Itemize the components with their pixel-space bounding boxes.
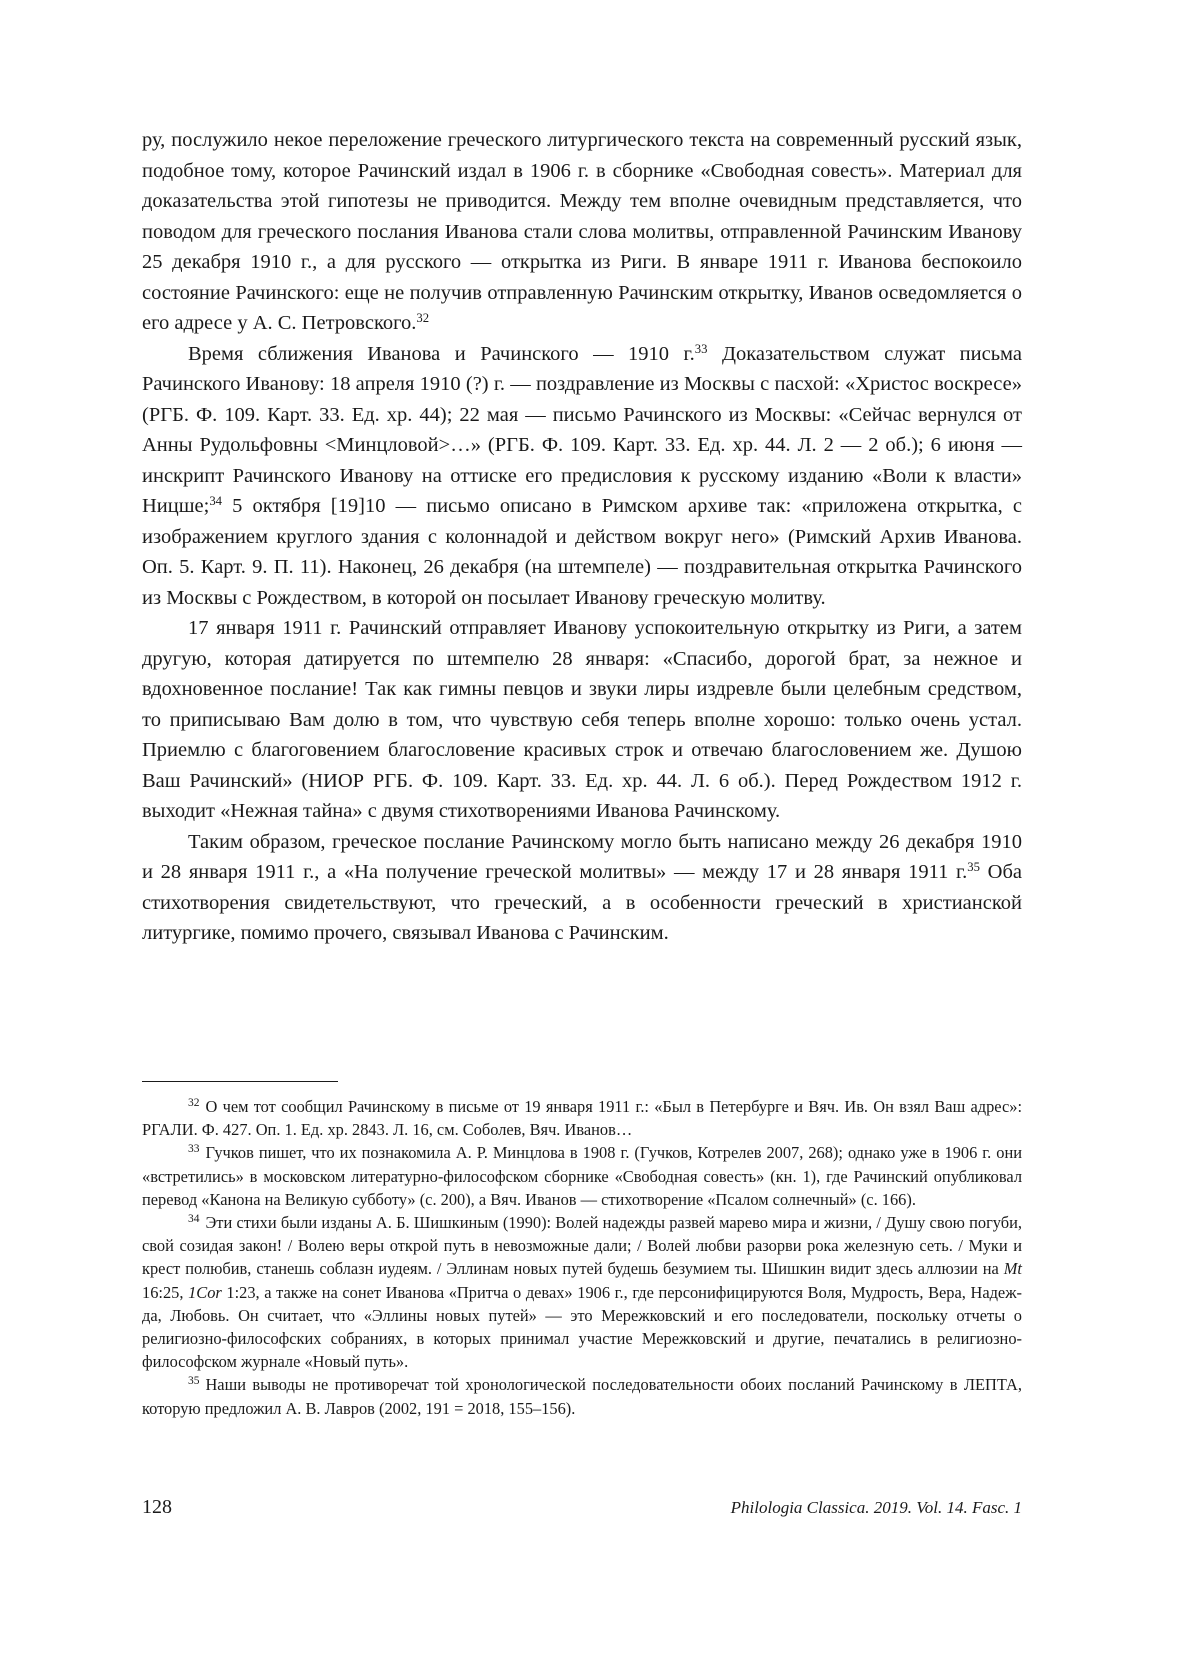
paragraph-3 — [142, 613, 1022, 827]
journal-citation: Philologia Classica. 2019. Vol. 14. Fasc. 1 — [730, 1498, 1022, 1517]
footnote-33 — [142, 1141, 1022, 1211]
footnote-text: Гучков пишет, что их познакомила А. Р. Минцлова в 1908 г. (Гучков, Котрелев 2007, 268); однако уже в 1906 г. они «встретились» в московском литературно-философском сборнике «Свободная совесть» (кн. 1), где Рачинский опубликовал перевод «Канона на Великую субботу» (с. 200), а Вяч. Иванов — стихотворение «Псалом солнечный» (с. 166). — [142, 1143, 1022, 1209]
page-footer — [142, 1496, 1022, 1519]
paragraph-text: 5 октября [19]10 — письмо описано в Римском архиве так: «приложена открытка, с изображением круглого здания с колоннадой и действом вокруг него» (Римский Архив Иванова. Оп. 5. Карт. 9. П. 11). Наконец, 26 декабря (на штемпеле) — поздравительная открытка Рачинского из Москвы с Рождеством, в которой он посылает Иванову греческую молитву. — [142, 495, 1022, 609]
footnote-ref[interactable]: 32 — [416, 311, 430, 326]
footnote-35 — [142, 1373, 1022, 1419]
paragraph-4 — [142, 827, 1022, 949]
footnote-32 — [142, 1095, 1022, 1141]
paragraph-1 — [142, 125, 1022, 339]
citation-italic: 1Cor — [188, 1282, 222, 1302]
paragraph-text: Таким образом, греческое послание Рачинскому могло быть написано между 26 декабря 1910 и 28 января 1911 г., а «На получение греческой молитвы» — между 17 и 28 января 1911 г. — [142, 830, 1022, 883]
main-text — [142, 125, 1022, 949]
paragraph-2 — [142, 339, 1022, 614]
paragraph-text: Время сближения Иванова и Рачинского — 1910 г. — [188, 342, 695, 365]
paragraph-text: 17 января 1911 г. Рачинский отправляет Иванову успокоительную открытку из Риги, а затем другую, которая датируется по штемпелю 28 января: «Спасибо, дорогой брат, за нежное и вдохновенное послание! Так как гимны певцов и звуки лиры издревле были целебным средством, то приписываю Вам долю в том, что чувствую себя теперь вполне хорошо: только очень устал. Приемлю с благоговением благословение красивых строк и отвечаю благословением же. Душою Ваш Рачинский» (НИОР РГБ. Ф. 109. Карт. 33. Ед. хр. 44. Л. 6 об.). Перед Рождеством 1912 г. выходит «Нежная тайна» с двумя стихотворениями Иванова Рачинскому. — [142, 617, 1022, 822]
footnote-34 — [142, 1211, 1022, 1373]
paragraph-text: Оба стихотворения свидетельствуют, что греческий, а в особенности греческий в христианской литургике, помимо прочего, связывал Иванова с Рачинским. — [142, 861, 1022, 944]
paragraph-text: ру, послужило некое переложение греческого литургического текста на современный русский язык, подобное тому, которое Рачинский издал в 1906 г. в сборнике «Свободная совесть». Материал для доказательства этой гипотезы не приводится. Между тем вполне очевидным представляется, что поводом для греческого послания Иванова стали слова молитвы, отправленной Рачинским Иванову 25 декабря 1910 г., а для русского — открытка из Риги. В январе 1911 г. Иванова беспокоило состояние Рачинского: еще не получив отправленную Рачинским открытку, Иванов осведомляется о его адресе у А. С. Петровского. — [142, 129, 1022, 334]
footnote-number: 35 — [188, 1375, 200, 1388]
footnote-text: О чем тот сообщил Рачинскому в письме от 19 января 1911 г.: «Был в Петербурге и Вяч. Ив. Он взял Ваш адрес»: РГАЛИ. Ф. 427. Оп. 1. Ед. хр. 2843. Л. 16, см. Соболев, Вяч. Иванов… — [142, 1097, 1022, 1140]
footnote-number: 33 — [188, 1143, 200, 1156]
paragraph-text: Доказательством служат письма Рачинского Иванову: 18 апреля 1910 (?) г. — поздравление из Москвы с пасхой: «Христос воскресе» (РГБ. Ф. 109. Карт. 33. Ед. хр. 44); 22 мая — письмо Рачинского из Москвы: «Сейчас вернулся от Анны Рудольфовны <Минцловой>…» (РГБ. Ф. 109. Карт. 33. Ед. хр. 44. Л. 2 — 2 об.); 6 июня — инскрипт Рачинского Иванову на оттиске его предисловия к русскому изданию «Воли к власти» Ницше; — [142, 342, 1022, 517]
footnote-text: 16:25, — [142, 1282, 189, 1302]
footnote-ref[interactable]: 33 — [694, 341, 708, 356]
footnote-text: Эти стихи были изданы А. Б. Шишкиным (1990): Волей надежды развей марево мира и жизни, / Душу свою погуби, свой созидая закон! / Волею веры открой путь в невозможные дали; / Волей любви разорви рока железную сеть. / Муки и крест полюбив, станешь соблазн иудеям. / Эллинам новых путей будешь безумием ты. Шишкин видит здесь аллюзии на — [142, 1213, 1022, 1279]
footnote-number: 34 — [188, 1212, 200, 1225]
footnote-text: 1:23, а также на сонет Иванова «Притча о девах» 1906 г., где персонифицируются Воля, Мудрость, Вера, Надежда, Любовь. Он считает, что «Эллины новых путей» — это Мережковский и его последователи, поскольку отчеты о религиозно-философских собраниях, в которых принимал участие Мережковский и другие, печатались в религиозно-философском журнале «Новый путь». — [142, 1282, 1023, 1372]
footnote-divider — [142, 1081, 338, 1082]
page-number: 128 — [142, 1496, 172, 1518]
footnote-ref[interactable]: 34 — [209, 494, 223, 509]
citation-italic: Mt — [1003, 1259, 1022, 1279]
footnote-number: 32 — [188, 1096, 200, 1109]
footnote-ref[interactable]: 35 — [967, 860, 980, 875]
footnote-text: Наши выводы не противоречат той хронологической последовательности обоих посланий Рачинскому в ЛЕПТА, которую предложил А. В. Лавров (2002, 191 = 2018, 155–156). — [142, 1375, 1022, 1418]
footnotes — [142, 1095, 1022, 1420]
